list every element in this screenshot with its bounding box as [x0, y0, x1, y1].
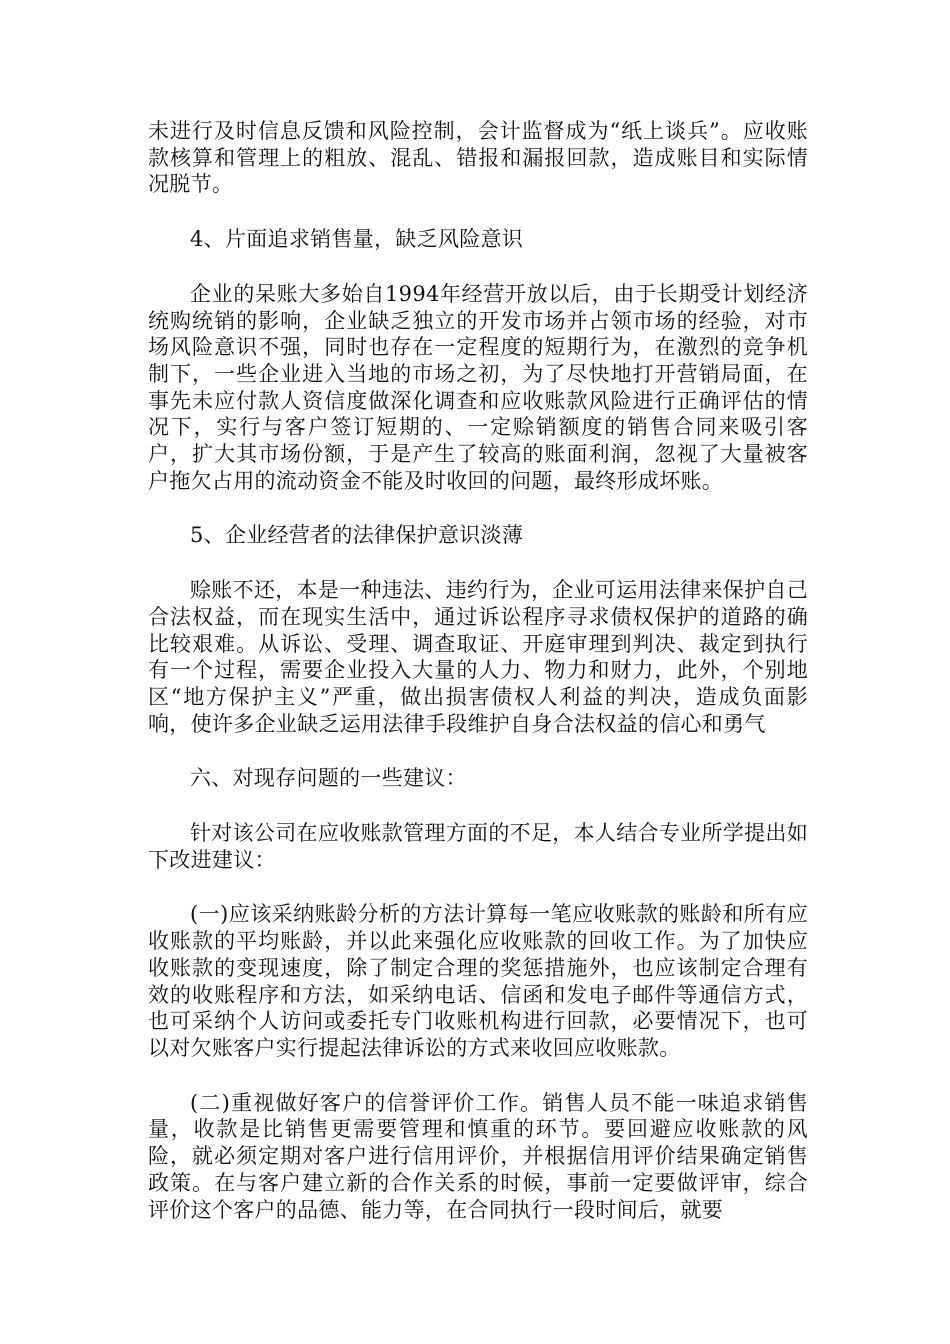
body-paragraph: 赊账不还，本是一种违法、违约行为，企业可运用法律来保护自己合法权益，而在现实生活中，通过诉讼程序寻求债权保护的道路的确比较艰难。从诉讼、受理、调查取证、开庭审理到判决、裁定到执行有一个过程，需要企业投入大量的人力、物力和财力，此外，个别地区“地方保护主义”严重，做出损害债权人利益的判决，造成负面影响，使许多企业缺乏运用法律手段维护自身合法权益的信心和勇气 — [148, 578, 808, 736]
body-paragraph: 未进行及时信息反馈和风险控制，会计监督成为“纸上谈兵”。应收账款核算和管理上的粗放、混乱、错报和漏报回款，造成账目和实际情况脱节。 — [148, 119, 808, 197]
section-heading: 5、企业经营者的法律保护意识淡薄 — [190, 523, 524, 548]
section-heading: 4、片面追求销售量，缺乏风险意识 — [190, 227, 524, 252]
body-paragraph: (二)重视做好客户的信誉评价工作。销售人员不能一味追求销售量，收款是比销售更需要管理和慎重的环节。要回避应收账款的风险，就必须定期对客户进行信用评价，并根据信用评价结果确定销售政策。在与客户建立新的合作关系的时候，事前一定要做评审，综合评价这个客户的品德、能力等，在合同执行一段时间后，就要 — [148, 1090, 808, 1222]
section-heading: 六、对现存问题的一些建议： — [190, 766, 467, 791]
document-page — [148, 118, 808, 1251]
body-paragraph: 针对该公司在应收账款管理方面的不足，本人结合专业所学提出如下改进建议： — [148, 821, 808, 872]
body-paragraph: 企业的呆账大多始自1994年经营开放以后，由于长期受计划经济统购统销的影响，企业缺乏独立的开发市场并占领市场的经验，对市场风险意识不强，同时也存在一定程度的短期行为，在激烈的竞争机制下，一些企业进入当地的市场之初，为了尽快地打开营销局面，在事先未应付款人资信度做深化调查和应收账款风险进行正确评估的情况下，实行与客户签订短期的、一定赊销额度的销售合同来吸引客户，扩大其市场份额，于是产生了较高的账面利润，忽视了大量被客户拖欠占用的流动资金不能及时收回的问题，最终形成坏账。 — [148, 281, 808, 493]
body-paragraph: (一)应该采纳账龄分析的方法计算每一笔应收账款的账龄和所有应收账款的平均账龄，并以此来强化应收账款的回收工作。为了加快应收账款的变现速度，除了制定合理的奖惩措施外，也应该制定合理有效的收账程序和方法，如采纳电话、信函和发电子邮件等通信方式，也可采纳个人访问或委托专门收账机构进行回款，必要情况下，也可以对欠账客户实行提起法律诉讼的方式来收回应收账款。 — [148, 902, 808, 1060]
